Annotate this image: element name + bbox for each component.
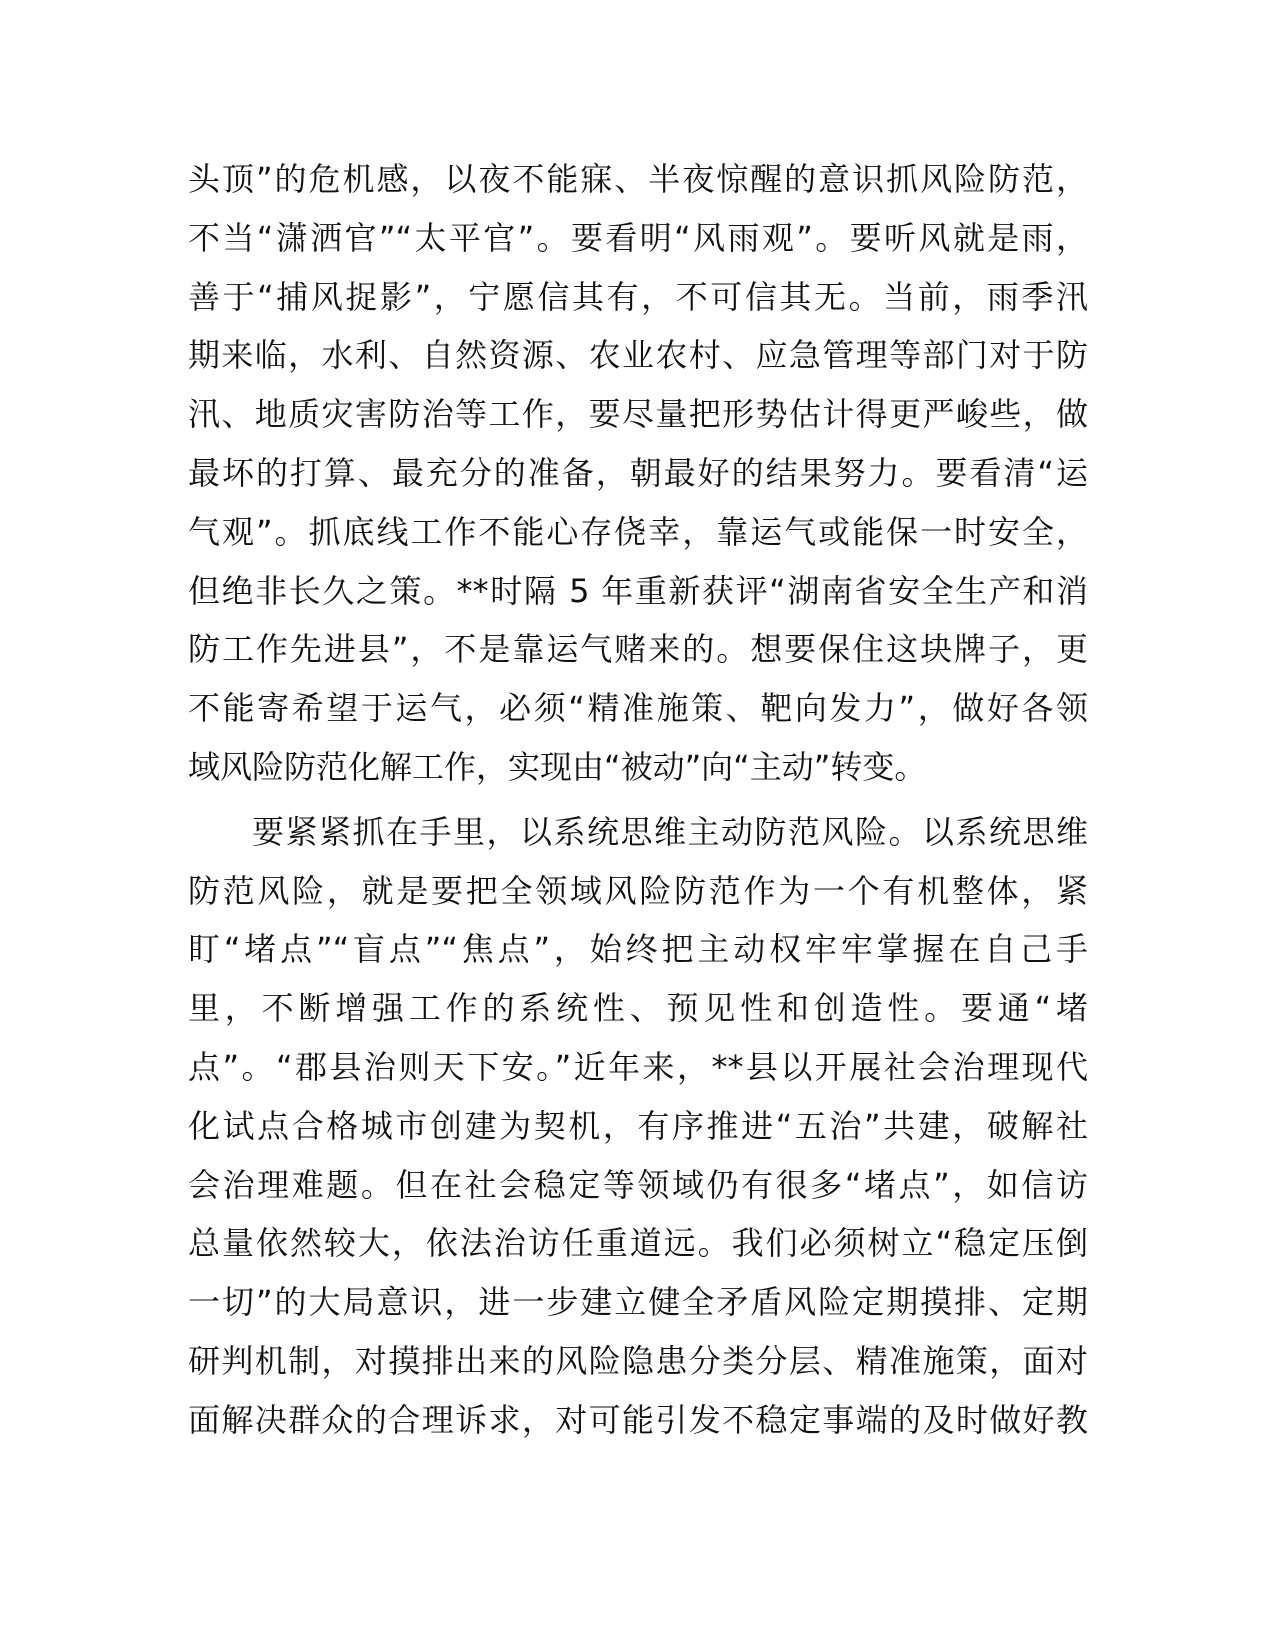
paragraph-1-line-4: 期来临，水利、自然资源、农业农村、应急管理等部门对于防: [188, 336, 1088, 375]
paragraph-1-line-3: 善于“捕风捉影”，宁愿信其有，不可信其无。当前，雨季汛: [188, 277, 1088, 316]
paragraph-1-line-5: 汛、地质灾害防治等工作，要尽量把形势估计得更严峻些，做: [188, 395, 1088, 434]
paragraph-2-line-5: 点”。“郡县治则天下安。”近年来，**县以开展社会治理现代: [188, 1047, 1088, 1086]
paragraph-2-line-8: 总量依然较大，依法治访任重道远。我们必须树立“稳定压倒: [188, 1224, 1088, 1263]
paragraph-1-line-10: 不能寄希望于运气，必须“精准施策、靶向发力”，做好各领: [188, 689, 1088, 728]
paragraph-2-line-9: 一切”的大局意识，进一步建立健全矛盾风险定期摸排、定期: [188, 1283, 1088, 1322]
paragraph-1-line-11: 域风险防范化解工作，实现由“被动”向“主动”转变。: [188, 747, 927, 786]
paragraph-2-line-6: 化试点合格城市创建为契机，有序推进“五治”共建，破解社: [188, 1106, 1088, 1145]
document-body: [188, 150, 1088, 1450]
paragraph-1-line-9: 防工作先进县”，不是靠运气赌来的。想要保住这块牌子，更: [188, 630, 1088, 669]
paragraph-1: [188, 150, 1088, 797]
paragraph-1-line-6: 最坏的打算、最充分的准备，朝最好的结果努力。要看清“运: [188, 453, 1088, 492]
paragraph-2-line-3: 盯“堵点”“盲点”“焦点”，始终把主动权牢牢掌握在自己手: [188, 930, 1088, 969]
paragraph-2-line-11: 面解决群众的合理诉求，对可能引发不稳定事端的及时做好教: [188, 1400, 1088, 1439]
paragraph-2-line-7: 会治理难题。但在社会稳定等领域仍有很多“堵点”，如信访: [188, 1165, 1088, 1204]
paragraph-2-line-2: 防范风险，就是要把全领域风险防范作为一个有机整体，紧: [188, 871, 1088, 910]
paragraph-1-line-7: 气观”。抓底线工作不能心存侥幸，靠运气或能保一时安全，: [188, 512, 1088, 551]
paragraph-2-line-1: 要紧紧抓在手里，以系统思维主动防范风险。以系统思维: [252, 812, 1088, 851]
paragraph-1-line-8: 但绝非长久之策。**时隔 5 年重新获评“湖南省安全生产和消: [188, 571, 1088, 610]
paragraph-2: [188, 803, 1088, 1450]
paragraph-2-line-4: 里，不断增强工作的系统性、预见性和创造性。要通“堵: [188, 989, 1088, 1028]
paragraph-1-line-2: 不当“潇洒官”“太平官”。要看明“风雨观”。要听风就是雨，: [188, 218, 1088, 257]
paragraph-2-line-10: 研判机制，对摸排出来的风险隐患分类分层、精准施策，面对: [188, 1341, 1088, 1380]
paragraph-1-line-1: 头顶”的危机感，以夜不能寐、半夜惊醒的意识抓风险防范，: [188, 160, 1088, 198]
